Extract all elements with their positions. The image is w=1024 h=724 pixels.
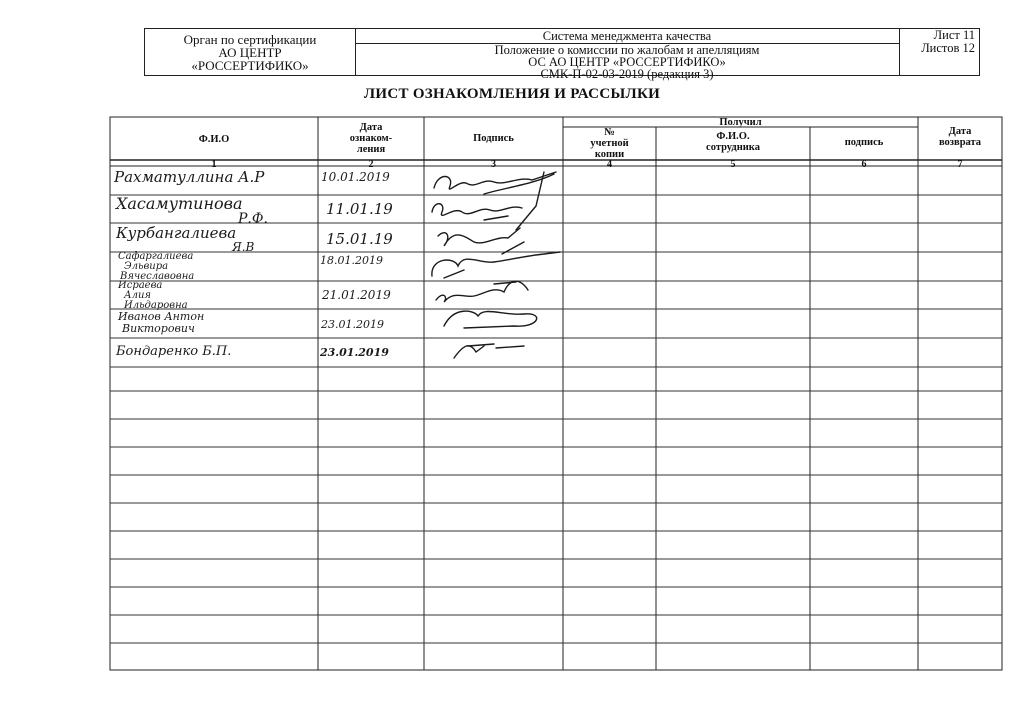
col-number: 2 xyxy=(368,159,374,170)
col-number: 7 xyxy=(957,159,963,170)
doc-line: ОС АО ЦЕНТР «РОССЕРТИФИКО» xyxy=(528,55,726,69)
col-fio-header: Ф.И.О xyxy=(198,133,230,145)
col-employee-header xyxy=(656,127,810,157)
organ-line: АО ЦЕНТР xyxy=(218,44,282,60)
col-return-line: Дата xyxy=(948,126,972,137)
col-employee-sign-header: подпись xyxy=(844,136,884,148)
row-name: Бондаренко Б.П. xyxy=(116,344,232,359)
col-copy-header xyxy=(563,127,656,160)
col-sign-header: Подпись xyxy=(473,132,514,144)
page-title: ЛИСТ ОЗНАКОМЛЕНИЯ И РАССЫЛКИ xyxy=(363,86,661,102)
row-date: 23.01.2019 xyxy=(320,346,389,359)
row-name: Хасамутинова xyxy=(116,194,243,213)
row-date: 23.01.2019 xyxy=(321,318,384,331)
col-number: 6 xyxy=(861,159,867,170)
row-name: Алия xyxy=(124,290,152,301)
row-name: Вячеславовна xyxy=(120,271,195,282)
row-name: Эльвира xyxy=(124,261,169,272)
col-number: 4 xyxy=(607,159,612,170)
row-date: 21.01.2019 xyxy=(322,288,391,302)
doc-line: Положение о комиссии по жалобам и апелляциям xyxy=(494,43,760,57)
col-number: 5 xyxy=(730,159,736,170)
row-name: Сафаргалиева xyxy=(118,251,194,262)
col-copy-line: учетной xyxy=(590,138,629,149)
col-employee-line: Ф.И.О. xyxy=(716,131,750,142)
col-date-line: ления xyxy=(356,143,386,155)
col-return-line: возврата xyxy=(938,137,982,148)
sheet-number: Лист 11 xyxy=(933,28,975,42)
row-name: Я.В xyxy=(232,240,255,254)
organ-line: «РОССЕРТИФИКО» xyxy=(191,57,309,73)
doc-line: СМК-П-02-03-2019 (редакция 3) xyxy=(540,67,714,81)
col-copy-line: копии xyxy=(594,149,625,160)
col-employee-line: сотрудника xyxy=(706,142,760,153)
organ-line: Орган по сертификации xyxy=(183,31,317,47)
col-date-line: ознаком- xyxy=(349,132,393,144)
system-name: Система менеджмента качества xyxy=(355,29,899,44)
received-header: Получил xyxy=(719,116,762,128)
col-number: 1 xyxy=(211,159,217,170)
col-number: 3 xyxy=(491,159,496,170)
row-date: 11.01.19 xyxy=(326,200,393,218)
row-name: Р.Ф. xyxy=(238,211,268,227)
row-name: Иванов Антон xyxy=(118,310,205,323)
row-date: 18.01.2019 xyxy=(320,254,383,267)
row-date: 10.01.2019 xyxy=(321,170,390,184)
col-date-line: Дата xyxy=(359,121,383,133)
row-name: Рахматуллина А.Р xyxy=(114,168,265,186)
row-name: Исраева xyxy=(118,280,163,291)
row-name: Викторович xyxy=(122,322,195,335)
col-return-header xyxy=(918,118,1002,156)
row-name: Ильдаровна xyxy=(124,300,188,311)
sheet-count: Листов 12 xyxy=(921,41,975,55)
col-copy-line: № xyxy=(604,127,615,138)
row-date: 15.01.19 xyxy=(326,230,393,248)
row-name: Курбангалиева xyxy=(116,224,237,242)
col-date-header xyxy=(318,118,424,158)
signature xyxy=(424,166,624,366)
